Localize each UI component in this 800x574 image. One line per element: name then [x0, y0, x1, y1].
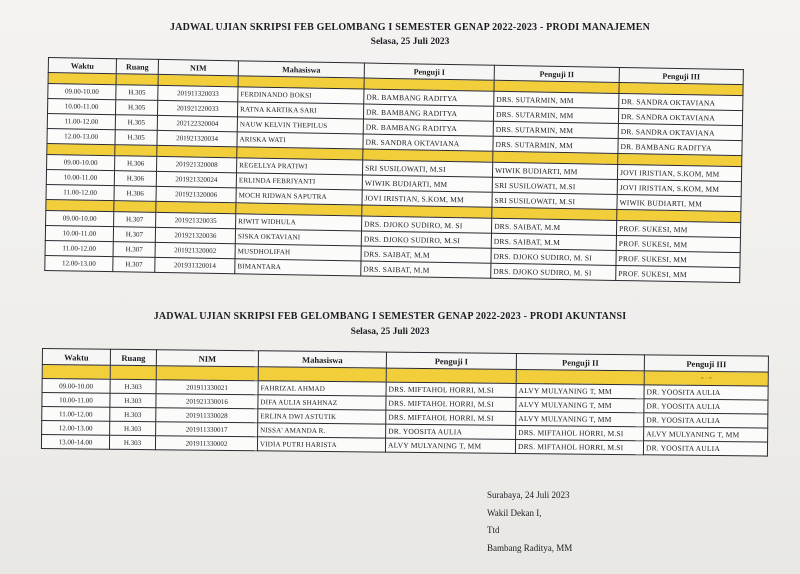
cell-penguji-1: DRS. SAIBAT, M.M	[361, 246, 491, 263]
cell-penguji-2: ALVY MULYANING T, MM	[516, 383, 644, 398]
cell-nim: 201911330028	[156, 408, 258, 423]
cell-ruang: H.305	[116, 85, 158, 101]
cell-mahasiswa: ARISKA WATI	[237, 132, 363, 149]
header-penguji-3: Penguji III	[619, 67, 743, 84]
akuntansi-schedule-table	[41, 348, 769, 457]
cell-nim: 201921320024	[156, 171, 236, 187]
cell-penguji-1: DRS. MIFTAHOL HORRI, M.SI	[386, 410, 516, 425]
cell-waktu: 09.00-10.00	[48, 84, 116, 100]
cell-penguji-2: SRI SUSILOWATI, M.SI	[492, 192, 617, 209]
cell-mahasiswa: SISKA OKTAVIANI	[235, 229, 361, 246]
cell-waktu: 11.00-12.00	[46, 184, 114, 200]
cell-waktu: 09.00-10.00	[42, 379, 110, 394]
header-penguji-1: Penguji I	[386, 352, 516, 369]
cell-penguji-3: DR. YOOSITA AULIA	[644, 399, 768, 414]
cell-mahasiswa: RIWIT WIDHULA	[236, 214, 362, 231]
cell-penguji-1: WIWIK BUDIARTI, MM	[362, 175, 492, 192]
cell-mahasiswa: VIDIA PUTRI HARISTA	[257, 437, 385, 452]
cell-mahasiswa: FAHRIZAL AHMAD	[258, 381, 386, 396]
separator-cell	[156, 366, 258, 381]
cell-penguji-1: DR. BAMBANG RADITYA	[363, 119, 493, 136]
manajemen-schedule-table	[44, 57, 744, 283]
header-ruang: Ruang	[116, 59, 158, 75]
cell-penguji-2: DRS. MIFTAHOL HORRI, M.SI	[516, 425, 644, 440]
cell-penguji-1: SRI SUSILOWATI, M.SI	[362, 160, 492, 177]
cell-penguji-1: DRS. DJOKO SUDIRO, M. SI	[362, 216, 492, 233]
cell-penguji-3: DR. BAMBANG RADITYA	[618, 138, 742, 155]
cell-ruang: H.306	[115, 156, 157, 172]
cell-nim: 201931320014	[155, 257, 235, 273]
signature-block	[487, 487, 572, 557]
separator-cell	[386, 368, 516, 383]
cell-penguji-1: DR. BAMBANG RADITYA	[364, 89, 494, 106]
cell-penguji-2: WIWIK BUDIARTI, MM	[492, 162, 617, 179]
cell-penguji-3: JOVI IRISTIAN, S.KOM, MM	[617, 179, 741, 196]
cell-waktu: 11.00-12.00	[45, 240, 113, 256]
manajemen-table-body	[45, 73, 743, 283]
header-waktu: Waktu	[42, 349, 110, 366]
cell-ruang: H.306	[114, 171, 156, 187]
cell-ruang: H.307	[113, 242, 155, 258]
cell-penguji-2: ALVY MULYANING T, MM	[516, 411, 644, 426]
cell-penguji-1: DRS. SAIBAT, M.M	[361, 261, 491, 278]
cell-ruang: H.305	[115, 130, 157, 146]
cell-penguji-2: DRS. MIFTAHOL HORRI, M.SI	[515, 439, 643, 454]
cell-penguji-3: DR. SANDRA OKTAVIANA	[618, 123, 742, 140]
cell-penguji-3: DR. YOOSITA AULIA	[643, 441, 767, 456]
cell-waktu: 12.00-13.00	[47, 128, 115, 144]
cell-nim: 201921320036	[155, 227, 235, 243]
header-waktu: Waktu	[48, 58, 116, 74]
cell-penguji-2: DRS. SAIBAT, M.M	[491, 233, 616, 250]
separator-cell	[258, 367, 386, 382]
cell-waktu: 10.00-11.00	[46, 169, 114, 185]
cell-penguji-2: ALVY MULYANING T, MM	[516, 397, 644, 412]
cell-penguji-3: DR. SANDRA OKTAVIANA	[619, 93, 743, 110]
cell-mahasiswa: MOCH RIDWAN SAPUTRA	[236, 188, 362, 205]
cell-penguji-3: JOVI IRISTIAN, S.KOM, MM	[617, 164, 741, 181]
cell-penguji-2: DRS. SUTARMIN, MM	[493, 136, 618, 153]
cell-mahasiswa: NAUW KELVIN THEPILUS	[237, 117, 363, 134]
separator-cell	[42, 365, 110, 380]
signature-ttd: Ttd	[487, 525, 500, 535]
cell-nim: 201921330016	[156, 394, 258, 409]
header-penguji-2: Penguji II	[494, 65, 619, 82]
cell-waktu: 13.00-14.00	[41, 435, 109, 450]
cell-nim: 201911330021	[156, 380, 258, 395]
cell-nim: 201911330002	[155, 436, 257, 451]
cell-waktu: 10.00-11.00	[45, 225, 113, 241]
cell-ruang: H.303	[109, 435, 155, 449]
header-mahasiswa: Mahasiswa	[258, 351, 386, 368]
cell-mahasiswa: DIFA AULIA SHAHNAZ	[258, 395, 386, 410]
cell-ruang: H.307	[113, 257, 155, 273]
cell-waktu: 12.00-13.00	[45, 255, 113, 271]
header-penguji-1: Penguji I	[364, 63, 494, 80]
cell-nim: 201911330017	[156, 422, 258, 437]
cell-nim: 201921320034	[157, 130, 237, 146]
cell-penguji-3: PROF. SUKESI, MM	[616, 235, 740, 252]
cell-ruang: H.303	[110, 407, 156, 421]
cell-nim: 201911320033	[158, 85, 238, 101]
cell-nim: 202122320004	[157, 115, 237, 131]
cell-penguji-2: DRS. SUTARMIN, MM	[493, 121, 618, 138]
header-mahasiswa: Mahasiswa	[238, 61, 364, 78]
cell-ruang: H.305	[116, 100, 158, 116]
separator-cell	[116, 74, 158, 86]
cell-ruang: H.307	[114, 212, 156, 228]
cell-mahasiswa: ERLINDA FEBRIYANTI	[236, 173, 362, 190]
cell-penguji-3: ALVY MULYANING T, MM	[644, 427, 768, 442]
cell-penguji-2: DRS. SUTARMIN, MM	[494, 91, 619, 108]
cell-ruang: H.303	[110, 379, 156, 393]
cell-ruang: H.303	[110, 393, 156, 407]
cell-penguji-1: DRS. MIFTAHOL HORRI, M.SI	[386, 396, 516, 411]
cell-penguji-2: DRS. SUTARMIN, MM	[493, 106, 618, 123]
cell-penguji-3: DR. SANDRA OKTAVIANA	[618, 108, 742, 125]
cell-ruang: H.306	[114, 186, 156, 202]
cell-penguji-1: JOVI IRISTIAN, S.KOM, MM	[362, 190, 492, 207]
cell-penguji-3: DR. YOOSITA AULIA	[644, 385, 768, 400]
cell-nim: 201921320002	[155, 242, 235, 258]
header-ruang: Ruang	[110, 349, 156, 365]
cell-penguji-1: DR. YOOSITA AULIA	[386, 424, 516, 439]
manajemen-title: JADWAL UJIAN SKRIPSI FEB GELOMBANG I SEMESTER GENAP 2022-2023 - PRODI MANAJEMEN	[169, 22, 650, 33]
cell-penguji-1: ALVY MULYANING T, MM	[385, 438, 515, 453]
header-nim: NIM	[156, 350, 258, 367]
cell-penguji-1: DR. SANDRA OKTAVIANA	[363, 134, 493, 151]
cell-penguji-1: DR. BAMBANG RADITYA	[363, 104, 493, 121]
cell-waktu: 09.00-10.00	[47, 154, 115, 170]
cell-nim: 201921220033	[157, 100, 237, 116]
cell-mahasiswa: RATNA KARTIKA SARI	[237, 102, 363, 119]
cell-penguji-2: DRS. DJOKO SUDIRO, M. SI	[491, 263, 616, 280]
cell-penguji-1: DRS. DJOKO SUDIRO, M.SI	[361, 231, 491, 248]
cell-nim: 201921320006	[156, 186, 236, 202]
signature-position: Wakil Dekan I,	[487, 507, 542, 518]
akuntansi-date: Selasa, 25 Juli 2023	[350, 327, 430, 337]
cell-penguji-1: DRS. MIFTAHOL HORRI, M.SI	[386, 382, 516, 397]
signature-place-date: Surabaya, 24 Juli 2023	[487, 490, 570, 500]
cell-penguji-3: WIWIK BUDIARTI, MM	[617, 194, 741, 211]
cell-waktu: 09.00-10.00	[46, 210, 114, 226]
cell-mahasiswa: BIMANTARA	[235, 259, 361, 276]
cell-nim: 201921320008	[157, 156, 237, 172]
header-nim: NIM	[158, 59, 238, 75]
cell-penguji-3: PROF. SUKESI, MM	[616, 265, 740, 282]
cell-mahasiswa: NISSA' AMANDA R.	[258, 423, 386, 438]
separator-cell	[110, 365, 156, 379]
cell-waktu: 11.00-12.00	[47, 114, 115, 130]
signature-name: Bambang Raditya, MM	[487, 542, 573, 553]
manajemen-date: Selasa, 25 Juli 2023	[370, 37, 450, 47]
cell-mahasiswa: ERLINA DWI ASTUTIK	[258, 409, 386, 424]
separator-cell	[114, 201, 156, 213]
cell-penguji-2: SRI SUSILOWATI, M.SI	[492, 177, 617, 194]
cell-waktu: 10.00-11.00	[42, 393, 110, 408]
cell-mahasiswa: REGELLYA PRATIWI	[237, 158, 363, 175]
header-penguji-3: Penguji III	[644, 355, 768, 372]
cell-penguji-2: DRS. SAIBAT, M.M	[491, 218, 616, 235]
cell-ruang: H.305	[115, 115, 157, 131]
cell-ruang: H.303	[110, 421, 156, 435]
cell-penguji-3: PROF. SUKESI, MM	[616, 250, 740, 267]
separator-cell: = ∙ =	[644, 371, 768, 386]
cell-waktu: 11.00-12.00	[42, 407, 110, 422]
separator-cell	[115, 145, 157, 157]
header-penguji-2: Penguji II	[516, 353, 644, 370]
cell-waktu: 12.00-13.00	[42, 421, 110, 436]
cell-penguji-3: PROF. SUKESI, MM	[616, 220, 740, 237]
akuntansi-title: JADWAL UJIAN SKRIPSI FEB GELOMBANG I SEMESTER GENAP 2022-2023 - PRODI AKUNTANSI	[153, 311, 627, 322]
cell-ruang: H.307	[113, 227, 155, 243]
cell-nim: 201921320035	[156, 212, 236, 228]
separator-cell	[516, 369, 644, 384]
cell-penguji-3: DR. YOOSITA AULIA	[644, 413, 768, 428]
cell-mahasiswa: MUSDHOLIFAH	[235, 244, 361, 261]
cell-mahasiswa: FERDINANDO BOKSI	[238, 87, 364, 104]
akuntansi-table-body	[41, 365, 768, 457]
cell-penguji-2: DRS. DJOKO SUDIRO, M. SI	[491, 248, 616, 265]
cell-waktu: 10.00-11.00	[48, 99, 116, 115]
